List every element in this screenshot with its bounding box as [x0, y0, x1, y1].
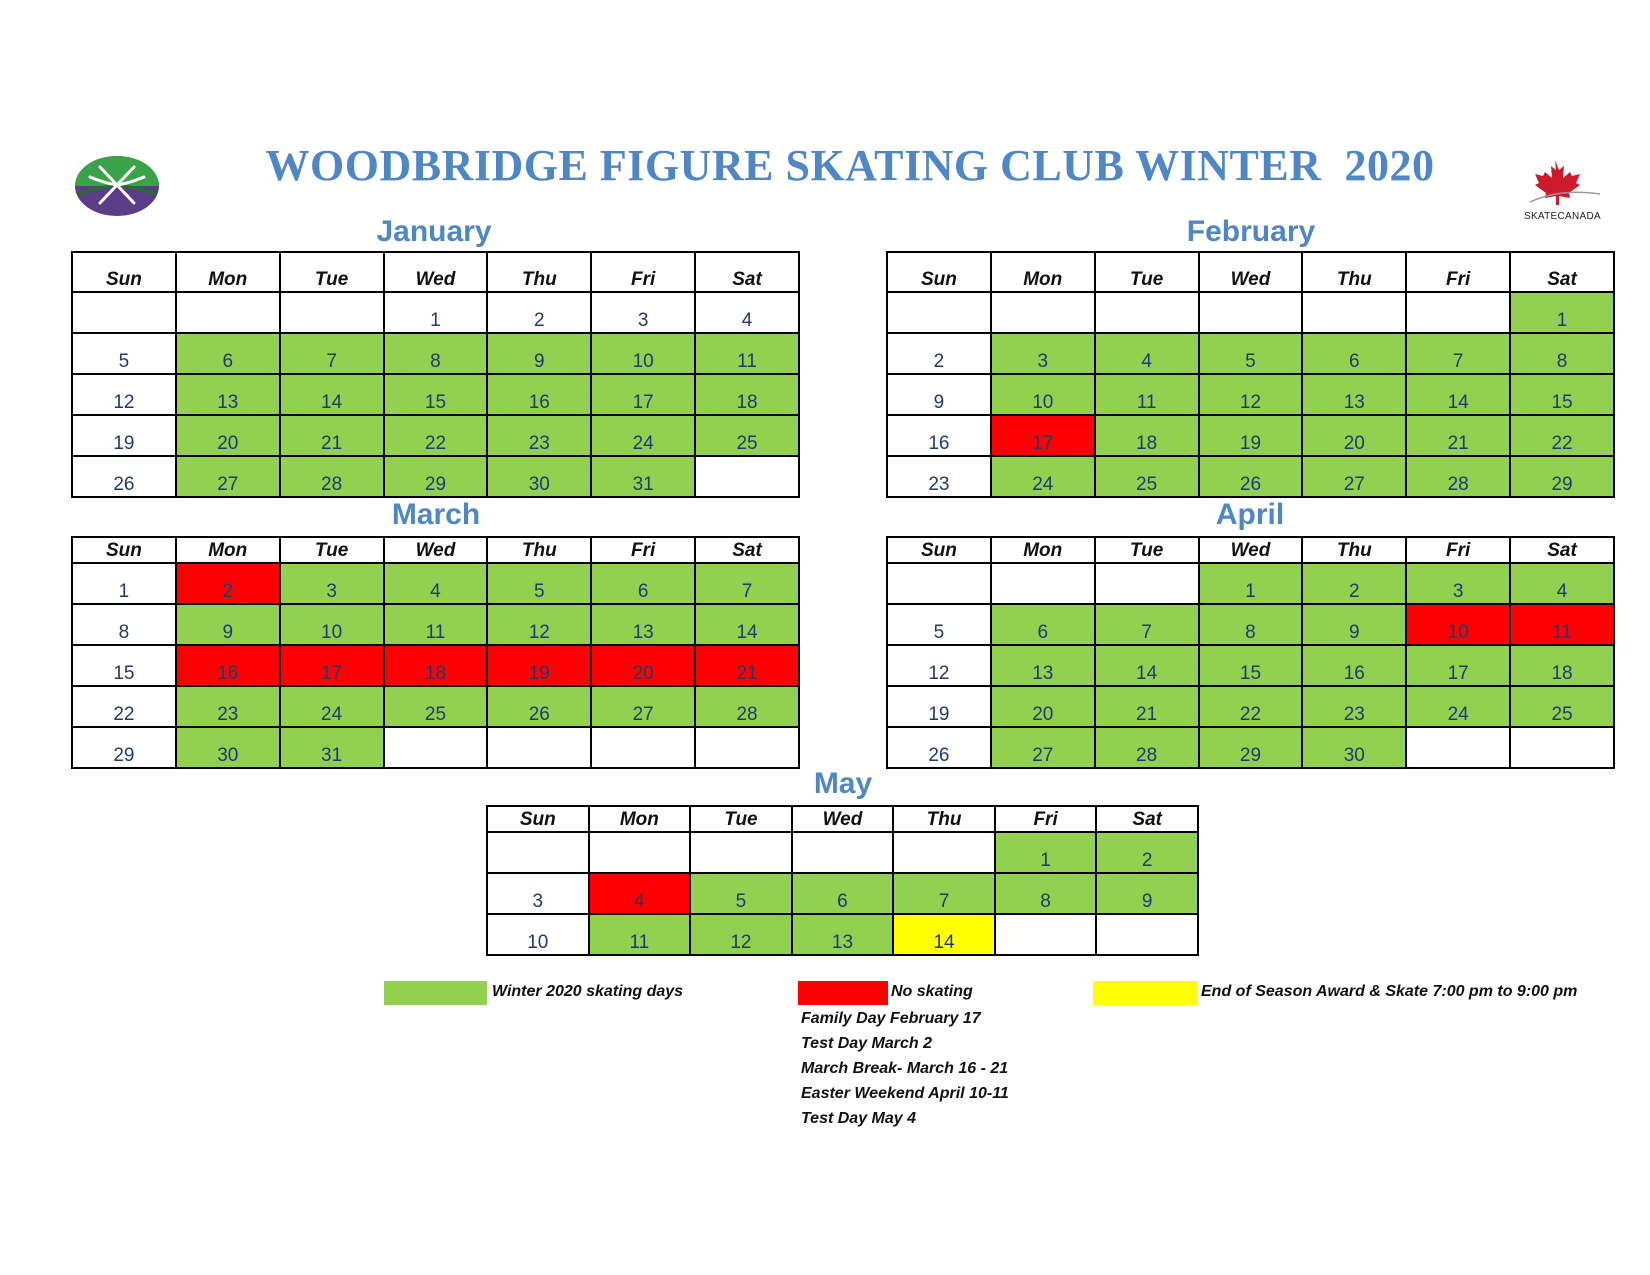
weekday-wed: Wed [384, 537, 488, 563]
skate-canada-wordmark: SKATECANADA [1523, 211, 1602, 222]
weekday-sun: Sun [887, 252, 991, 292]
day-cell-january-24: 24 [591, 415, 695, 456]
week-row [887, 604, 1614, 645]
day-cell-january-11: 11 [695, 333, 799, 374]
empty-day-cell [1510, 727, 1614, 768]
day-cell-january-22: 22 [384, 415, 488, 456]
empty-day-cell [589, 832, 691, 873]
legend-skating-label: Winter 2020 skating days [492, 983, 684, 1000]
day-cell-january-20: 20 [176, 415, 280, 456]
day-cell-february-15: 15 [1510, 374, 1614, 415]
day-cell-april-5: 5 [887, 604, 991, 645]
day-cell-march-19: 19 [487, 645, 591, 686]
day-cell-february-19: 19 [1199, 415, 1303, 456]
day-cell-february-5: 5 [1199, 333, 1303, 374]
day-cell-march-16: 16 [176, 645, 280, 686]
day-cell-january-31: 31 [591, 456, 695, 497]
weekday-fri: Fri [591, 252, 695, 292]
day-cell-february-11: 11 [1095, 374, 1199, 415]
day-cell-march-18: 18 [384, 645, 488, 686]
empty-day-cell [487, 832, 589, 873]
day-cell-february-8: 8 [1510, 333, 1614, 374]
day-cell-february-13: 13 [1302, 374, 1406, 415]
day-cell-may-5: 5 [690, 873, 792, 914]
day-cell-january-5: 5 [72, 333, 176, 374]
day-cell-may-4: 4 [589, 873, 691, 914]
day-cell-april-16: 16 [1302, 645, 1406, 686]
day-cell-february-3: 3 [991, 333, 1095, 374]
weekday-mon: Mon [176, 252, 280, 292]
note-item: Test Day March 2 [801, 1035, 933, 1052]
legend-no-skating-label: No skating [891, 983, 973, 1000]
week-row [72, 415, 799, 456]
day-cell-march-22: 22 [72, 686, 176, 727]
day-cell-february-26: 26 [1199, 456, 1303, 497]
day-cell-january-3: 3 [591, 292, 695, 333]
note-item: Test Day May 4 [801, 1110, 917, 1127]
day-cell-may-3: 3 [487, 873, 589, 914]
weekday-sun: Sun [487, 806, 589, 832]
weekday-header-row [887, 537, 1614, 563]
weekday-tue: Tue [280, 252, 384, 292]
day-cell-january-21: 21 [280, 415, 384, 456]
legend-award-label: End of Season Award & Skate 7:00 pm to 9:00 pm [1201, 983, 1578, 1000]
club-logo [74, 155, 160, 217]
day-cell-february-17: 17 [991, 415, 1095, 456]
day-cell-march-21: 21 [695, 645, 799, 686]
day-cell-april-30: 30 [1302, 727, 1406, 768]
empty-day-cell [792, 832, 894, 873]
weekday-mon: Mon [589, 806, 691, 832]
day-cell-january-10: 10 [591, 333, 695, 374]
day-cell-march-9: 9 [176, 604, 280, 645]
day-cell-january-29: 29 [384, 456, 488, 497]
weekday-wed: Wed [1199, 252, 1303, 292]
day-cell-april-23: 23 [1302, 686, 1406, 727]
empty-day-cell [1302, 292, 1406, 333]
day-cell-april-7: 7 [1095, 604, 1199, 645]
week-row [72, 686, 799, 727]
week-row [487, 914, 1198, 955]
day-cell-january-25: 25 [695, 415, 799, 456]
day-cell-may-6: 6 [792, 873, 894, 914]
month-title-january: January [376, 215, 492, 248]
day-cell-may-8: 8 [995, 873, 1097, 914]
day-cell-may-2: 2 [1096, 832, 1198, 873]
page-title: WOODBRIDGE FIGURE SKATING CLUB WINTER 2020 [265, 141, 1435, 190]
weekday-tue: Tue [1095, 252, 1199, 292]
week-row [72, 456, 799, 497]
weekday-sat: Sat [1510, 252, 1614, 292]
weekday-sun: Sun [887, 537, 991, 563]
day-cell-february-24: 24 [991, 456, 1095, 497]
weekday-sun: Sun [72, 252, 176, 292]
day-cell-february-10: 10 [991, 374, 1095, 415]
week-row [487, 832, 1198, 873]
day-cell-april-25: 25 [1510, 686, 1614, 727]
note-item: Easter Weekend April 10-11 [801, 1085, 1009, 1102]
weekday-header-row [72, 252, 799, 292]
day-cell-april-26: 26 [887, 727, 991, 768]
day-cell-april-13: 13 [991, 645, 1095, 686]
empty-day-cell [1406, 292, 1510, 333]
month-title-may: May [813, 767, 873, 800]
day-cell-february-6: 6 [1302, 333, 1406, 374]
day-cell-february-29: 29 [1510, 456, 1614, 497]
weekday-fri: Fri [591, 537, 695, 563]
day-cell-may-7: 7 [893, 873, 995, 914]
day-cell-march-13: 13 [591, 604, 695, 645]
day-cell-january-27: 27 [176, 456, 280, 497]
day-cell-february-1: 1 [1510, 292, 1614, 333]
day-cell-february-21: 21 [1406, 415, 1510, 456]
day-cell-march-25: 25 [384, 686, 488, 727]
day-cell-march-15: 15 [72, 645, 176, 686]
day-cell-february-25: 25 [1095, 456, 1199, 497]
week-row [487, 873, 1198, 914]
day-cell-march-23: 23 [176, 686, 280, 727]
weekday-fri: Fri [995, 806, 1097, 832]
day-cell-march-30: 30 [176, 727, 280, 768]
day-cell-march-7: 7 [695, 563, 799, 604]
empty-day-cell [690, 832, 792, 873]
legend-award-swatch [1093, 981, 1197, 1005]
day-cell-march-5: 5 [487, 563, 591, 604]
day-cell-january-18: 18 [695, 374, 799, 415]
day-cell-february-20: 20 [1302, 415, 1406, 456]
day-cell-may-12: 12 [690, 914, 792, 955]
weekday-wed: Wed [384, 252, 488, 292]
day-cell-february-22: 22 [1510, 415, 1614, 456]
empty-day-cell [995, 914, 1097, 955]
day-cell-may-11: 11 [589, 914, 691, 955]
legend-no-skating-swatch [798, 981, 888, 1005]
day-cell-april-20: 20 [991, 686, 1095, 727]
week-row [887, 333, 1614, 374]
maple-leaf-icon [1510, 158, 1615, 210]
week-row [72, 604, 799, 645]
day-cell-may-10: 10 [487, 914, 589, 955]
calendar-april [886, 536, 1615, 769]
day-cell-april-29: 29 [1199, 727, 1303, 768]
day-cell-march-28: 28 [695, 686, 799, 727]
day-cell-march-29: 29 [72, 727, 176, 768]
week-row [72, 292, 799, 333]
week-row [887, 456, 1614, 497]
day-cell-february-23: 23 [887, 456, 991, 497]
day-cell-april-6: 6 [991, 604, 1095, 645]
week-row [887, 374, 1614, 415]
day-cell-january-12: 12 [72, 374, 176, 415]
weekday-fri: Fri [1406, 537, 1510, 563]
note-item: March Break- March 16 - 21 [801, 1060, 1009, 1077]
day-cell-january-4: 4 [695, 292, 799, 333]
day-cell-february-28: 28 [1406, 456, 1510, 497]
day-cell-april-4: 4 [1510, 563, 1614, 604]
day-cell-april-21: 21 [1095, 686, 1199, 727]
weekday-tue: Tue [1095, 537, 1199, 563]
day-cell-january-17: 17 [591, 374, 695, 415]
day-cell-january-7: 7 [280, 333, 384, 374]
day-cell-march-4: 4 [384, 563, 488, 604]
day-cell-january-13: 13 [176, 374, 280, 415]
day-cell-february-2: 2 [887, 333, 991, 374]
empty-day-cell [72, 292, 176, 333]
day-cell-april-17: 17 [1406, 645, 1510, 686]
empty-day-cell [591, 727, 695, 768]
day-cell-january-26: 26 [72, 456, 176, 497]
empty-day-cell [695, 727, 799, 768]
empty-day-cell [176, 292, 280, 333]
day-cell-march-6: 6 [591, 563, 695, 604]
skate-canada-logo [1510, 158, 1615, 222]
day-cell-april-12: 12 [887, 645, 991, 686]
day-cell-january-23: 23 [487, 415, 591, 456]
day-cell-march-20: 20 [591, 645, 695, 686]
day-cell-february-27: 27 [1302, 456, 1406, 497]
empty-day-cell [487, 727, 591, 768]
weekday-mon: Mon [991, 537, 1095, 563]
day-cell-january-9: 9 [487, 333, 591, 374]
weekday-header-row [487, 806, 1198, 832]
month-title-february: February [1186, 215, 1316, 248]
day-cell-april-3: 3 [1406, 563, 1510, 604]
day-cell-april-18: 18 [1510, 645, 1614, 686]
weekday-thu: Thu [1302, 537, 1406, 563]
day-cell-february-9: 9 [887, 374, 991, 415]
weekday-sat: Sat [1096, 806, 1198, 832]
day-cell-april-24: 24 [1406, 686, 1510, 727]
empty-day-cell [893, 832, 995, 873]
day-cell-march-31: 31 [280, 727, 384, 768]
day-cell-april-15: 15 [1199, 645, 1303, 686]
day-cell-april-11: 11 [1510, 604, 1614, 645]
weekday-thu: Thu [487, 252, 591, 292]
weekday-tue: Tue [280, 537, 384, 563]
empty-day-cell [695, 456, 799, 497]
day-cell-april-1: 1 [1199, 563, 1303, 604]
day-cell-april-19: 19 [887, 686, 991, 727]
day-cell-january-6: 6 [176, 333, 280, 374]
day-cell-march-3: 3 [280, 563, 384, 604]
legend-skating-swatch [384, 981, 487, 1005]
weekday-sun: Sun [72, 537, 176, 563]
day-cell-march-17: 17 [280, 645, 384, 686]
day-cell-march-1: 1 [72, 563, 176, 604]
day-cell-february-12: 12 [1199, 374, 1303, 415]
empty-day-cell [280, 292, 384, 333]
weekday-wed: Wed [792, 806, 894, 832]
month-title-march: March [391, 498, 481, 531]
day-cell-april-14: 14 [1095, 645, 1199, 686]
day-cell-january-15: 15 [384, 374, 488, 415]
empty-day-cell [991, 292, 1095, 333]
day-cell-may-1: 1 [995, 832, 1097, 873]
weekday-wed: Wed [1199, 537, 1303, 563]
empty-day-cell [1406, 727, 1510, 768]
day-cell-february-4: 4 [1095, 333, 1199, 374]
no-skating-notes [801, 1006, 1009, 1131]
week-row [72, 727, 799, 768]
weekday-fri: Fri [1406, 252, 1510, 292]
day-cell-january-8: 8 [384, 333, 488, 374]
weekday-sat: Sat [695, 537, 799, 563]
week-row [72, 333, 799, 374]
day-cell-april-22: 22 [1199, 686, 1303, 727]
day-cell-may-9: 9 [1096, 873, 1198, 914]
day-cell-february-16: 16 [887, 415, 991, 456]
weekday-header-row [72, 537, 799, 563]
weekday-thu: Thu [487, 537, 591, 563]
day-cell-march-12: 12 [487, 604, 591, 645]
day-cell-may-13: 13 [792, 914, 894, 955]
week-row [887, 645, 1614, 686]
day-cell-february-18: 18 [1095, 415, 1199, 456]
day-cell-january-30: 30 [487, 456, 591, 497]
week-row [72, 645, 799, 686]
day-cell-january-14: 14 [280, 374, 384, 415]
day-cell-march-26: 26 [487, 686, 591, 727]
day-cell-april-10: 10 [1406, 604, 1510, 645]
weekday-header-row [887, 252, 1614, 292]
weekday-thu: Thu [1302, 252, 1406, 292]
empty-day-cell [991, 563, 1095, 604]
calendar-february [886, 251, 1615, 498]
weekday-thu: Thu [893, 806, 995, 832]
empty-day-cell [1095, 563, 1199, 604]
month-title-april: April [1215, 498, 1285, 531]
weekday-mon: Mon [991, 252, 1095, 292]
empty-day-cell [887, 563, 991, 604]
week-row [887, 415, 1614, 456]
day-cell-may-14: 14 [893, 914, 995, 955]
day-cell-february-14: 14 [1406, 374, 1510, 415]
note-item: Family Day February 17 [801, 1010, 981, 1027]
day-cell-april-2: 2 [1302, 563, 1406, 604]
empty-day-cell [1096, 914, 1198, 955]
week-row [887, 686, 1614, 727]
day-cell-january-28: 28 [280, 456, 384, 497]
day-cell-january-2: 2 [487, 292, 591, 333]
day-cell-march-14: 14 [695, 604, 799, 645]
day-cell-march-11: 11 [384, 604, 488, 645]
day-cell-march-2: 2 [176, 563, 280, 604]
weekday-sat: Sat [1510, 537, 1614, 563]
empty-day-cell [887, 292, 991, 333]
weekday-tue: Tue [690, 806, 792, 832]
week-row [887, 727, 1614, 768]
empty-day-cell [384, 727, 488, 768]
empty-day-cell [1095, 292, 1199, 333]
day-cell-april-28: 28 [1095, 727, 1199, 768]
day-cell-april-27: 27 [991, 727, 1095, 768]
day-cell-march-27: 27 [591, 686, 695, 727]
calendar-march [71, 536, 800, 769]
calendar-may [486, 805, 1199, 956]
week-row [887, 292, 1614, 333]
week-row [72, 374, 799, 415]
week-row [887, 563, 1614, 604]
day-cell-april-8: 8 [1199, 604, 1303, 645]
day-cell-march-8: 8 [72, 604, 176, 645]
day-cell-january-1: 1 [384, 292, 488, 333]
weekday-mon: Mon [176, 537, 280, 563]
day-cell-march-10: 10 [280, 604, 384, 645]
week-row [72, 563, 799, 604]
empty-day-cell [1199, 292, 1303, 333]
calendar-january [71, 251, 800, 498]
day-cell-march-24: 24 [280, 686, 384, 727]
weekday-sat: Sat [695, 252, 799, 292]
day-cell-january-16: 16 [487, 374, 591, 415]
day-cell-february-7: 7 [1406, 333, 1510, 374]
day-cell-january-19: 19 [72, 415, 176, 456]
day-cell-april-9: 9 [1302, 604, 1406, 645]
